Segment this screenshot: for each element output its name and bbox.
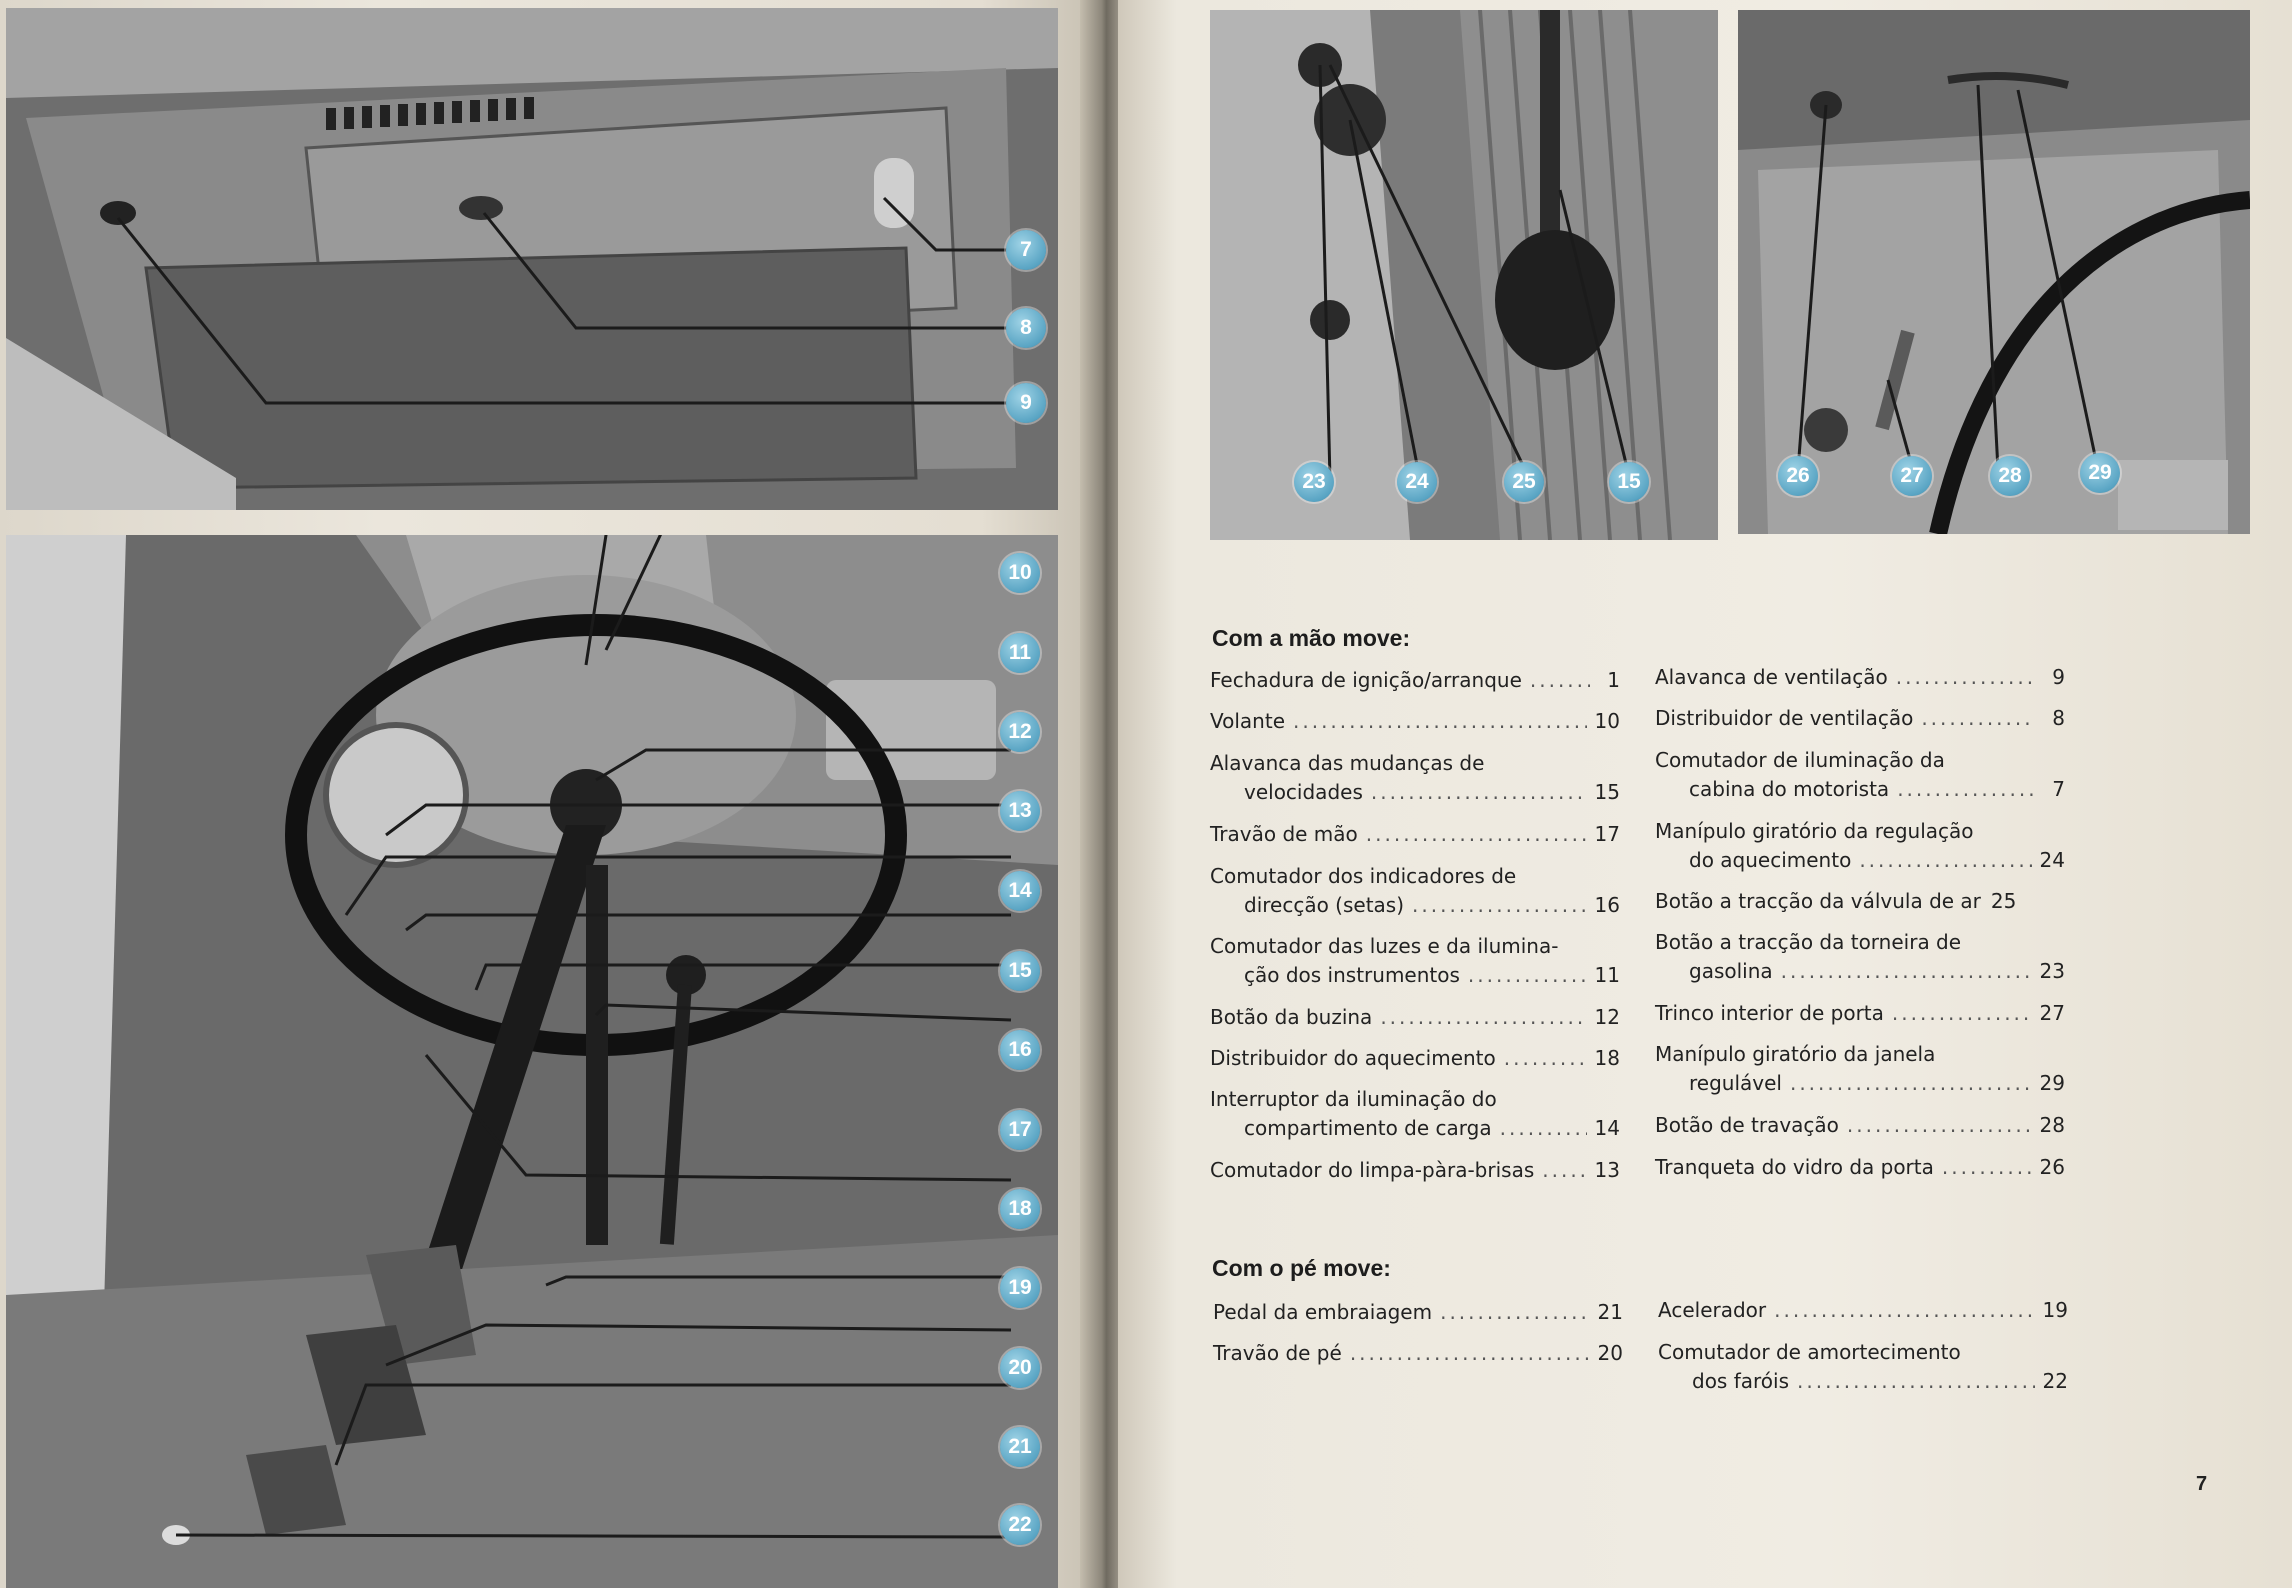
legend-entry xyxy=(1658,1296,2068,1325)
entry-label: Botão a tracção da válvula de ar xyxy=(1655,889,1981,913)
entry-number: 28 xyxy=(2039,1113,2065,1137)
callout-badge: 15 xyxy=(1609,462,1649,502)
callout-badge: 15 xyxy=(1000,951,1040,991)
door-illustration xyxy=(1738,10,2250,534)
entry-number: 22 xyxy=(2042,1369,2068,1393)
entry-label: Trinco interior de porta xyxy=(1655,1001,1884,1025)
page-number: 7 xyxy=(2196,1473,2208,1495)
legend-entry xyxy=(1210,1085,1620,1143)
legend-entry xyxy=(1655,999,2065,1028)
entry-label: Alavanca de ventilação xyxy=(1655,665,1888,689)
callout-badge: 11 xyxy=(1000,633,1040,673)
legend-entry xyxy=(1210,862,1620,920)
dashboard-photo xyxy=(6,8,1058,510)
entry-label: Comutador dos indicadores de xyxy=(1210,864,1517,888)
dashboard-illustration xyxy=(6,8,1058,510)
callout-badge: 13 xyxy=(1000,791,1040,831)
legend-entry xyxy=(1655,887,2065,916)
entry-label: Comutador do limpa-pàra-brisas xyxy=(1210,1158,1535,1182)
callout-badge: 26 xyxy=(1778,456,1818,496)
callout-badge: 12 xyxy=(1000,712,1040,752)
legend-entry xyxy=(1210,1156,1620,1185)
callout-badge: 21 xyxy=(1000,1427,1040,1467)
callout-badge: 23 xyxy=(1294,462,1334,502)
legend-entry xyxy=(1655,704,2065,733)
entry-number: 29 xyxy=(2039,1071,2065,1095)
entry-label: Interruptor da iluminação do xyxy=(1210,1087,1497,1111)
callout-badge: 25 xyxy=(1504,462,1544,502)
entry-number: 15 xyxy=(1594,780,1620,804)
callout-badge: 7 xyxy=(1006,230,1046,270)
floor-controls-photo xyxy=(1210,10,1718,540)
entry-label: Manípulo giratório da regulação xyxy=(1655,819,1974,843)
entry-number: 14 xyxy=(1594,1116,1620,1140)
entry-label: dos faróis xyxy=(1692,1369,1790,1393)
legend-entry xyxy=(1210,666,1620,695)
callout-badge: 24 xyxy=(1397,462,1437,502)
legend-entry xyxy=(1655,928,2065,986)
legend-entry xyxy=(1655,1111,2065,1140)
entry-number: 11 xyxy=(1594,963,1620,987)
entry-number: 24 xyxy=(2039,848,2065,872)
door-photo xyxy=(1738,10,2250,534)
callout-badge: 27 xyxy=(1892,456,1932,496)
callout-badge: 17 xyxy=(1000,1110,1040,1150)
callout-badge: 28 xyxy=(1990,456,2030,496)
legend-entry xyxy=(1210,1044,1620,1073)
hand-controls-title: Com a mão move: xyxy=(1212,625,1411,651)
callout-badge: 9 xyxy=(1006,383,1046,423)
legend-entry xyxy=(1655,663,2065,692)
callout-badge: 20 xyxy=(1000,1348,1040,1388)
entry-number: 27 xyxy=(2039,1001,2065,1025)
entry-label: Pedal da embraiagem xyxy=(1213,1300,1433,1324)
entry-label: Distribuidor de ventilação xyxy=(1655,706,1914,730)
entry-number: 8 xyxy=(2052,706,2065,730)
cab-interior-photo xyxy=(6,535,1058,1588)
entry-number: 7 xyxy=(2052,777,2065,801)
entry-label: Travão de pé xyxy=(1213,1341,1342,1365)
entry-label: Comutador de amortecimento xyxy=(1658,1340,1961,1364)
entry-label: Botão a tracção da torneira de xyxy=(1655,930,1962,954)
entry-label: Tranqueta do vidro da porta xyxy=(1655,1155,1934,1179)
floor-controls-illustration xyxy=(1210,10,1718,540)
entry-number: 17 xyxy=(1594,822,1620,846)
entry-label: ção dos instrumentos xyxy=(1244,963,1460,987)
entry-number: 23 xyxy=(2039,959,2065,983)
legend-entry xyxy=(1210,1003,1620,1032)
legend-entry xyxy=(1655,746,2065,804)
callout-badge: 8 xyxy=(1006,308,1046,348)
callout-badge: 14 xyxy=(1000,871,1040,911)
legend-entry xyxy=(1213,1339,1623,1368)
callout-badge: 16 xyxy=(1000,1030,1040,1070)
legend-entry xyxy=(1210,820,1620,849)
entry-number: 1 xyxy=(1607,668,1620,692)
callout-badge: 29 xyxy=(2080,453,2120,493)
entry-label: regulável xyxy=(1689,1071,1782,1095)
callout-badge: 22 xyxy=(1000,1505,1040,1545)
entry-label: Volante xyxy=(1210,709,1285,733)
legend-entry xyxy=(1658,1338,2068,1396)
entry-number: 20 xyxy=(1597,1341,1623,1365)
entry-number: 12 xyxy=(1594,1005,1620,1029)
entry-label: Comutador das luzes e da ilumina- xyxy=(1210,934,1559,958)
entry-label: compartimento de carga xyxy=(1244,1116,1492,1140)
legend-entry xyxy=(1655,1153,2065,1182)
legend-entry xyxy=(1210,749,1620,807)
entry-label: direcção (setas) xyxy=(1244,893,1405,917)
entry-label: Fechadura de ignição/arranque xyxy=(1210,668,1522,692)
entry-number: 18 xyxy=(1594,1046,1620,1070)
entry-number: 19 xyxy=(2042,1298,2068,1322)
legend-entry xyxy=(1213,1298,1623,1327)
entry-label: gasolina xyxy=(1689,959,1773,983)
entry-label: Botão de travação xyxy=(1655,1113,1839,1137)
foot-controls-title: Com o pé move: xyxy=(1212,1255,1391,1281)
legend-entry xyxy=(1655,1040,2065,1098)
entry-label: do aquecimento xyxy=(1689,848,1852,872)
entry-label: Comutador de iluminação da xyxy=(1655,748,1945,772)
entry-label: Distribuidor do aquecimento xyxy=(1210,1046,1496,1070)
legend-entry xyxy=(1210,932,1620,990)
entry-label: Botão da buzina xyxy=(1210,1005,1373,1029)
entry-number: 13 xyxy=(1594,1158,1620,1182)
entry-label: cabina do motorista xyxy=(1689,777,1890,801)
entry-number: 9 xyxy=(2052,665,2065,689)
legend-entry xyxy=(1655,817,2065,875)
entry-label: velocidades xyxy=(1244,780,1363,804)
entry-label: Acelerador xyxy=(1658,1298,1767,1322)
entry-label: Travão de mão xyxy=(1210,822,1358,846)
legend-entry xyxy=(1210,707,1620,736)
cab-interior-illustration xyxy=(6,535,1058,1588)
callout-badge: 18 xyxy=(1000,1189,1040,1229)
entry-number: 16 xyxy=(1594,893,1620,917)
entry-number: 21 xyxy=(1597,1300,1623,1324)
entry-number: 26 xyxy=(2039,1155,2065,1179)
entry-label: Alavanca das mudanças de xyxy=(1210,751,1485,775)
entry-number: 25 xyxy=(1990,889,2017,913)
callout-badge: 19 xyxy=(1000,1268,1040,1308)
entry-label: Manípulo giratório da janela xyxy=(1655,1042,1936,1066)
entry-number: 10 xyxy=(1594,709,1620,733)
callout-badge: 10 xyxy=(1000,553,1040,593)
